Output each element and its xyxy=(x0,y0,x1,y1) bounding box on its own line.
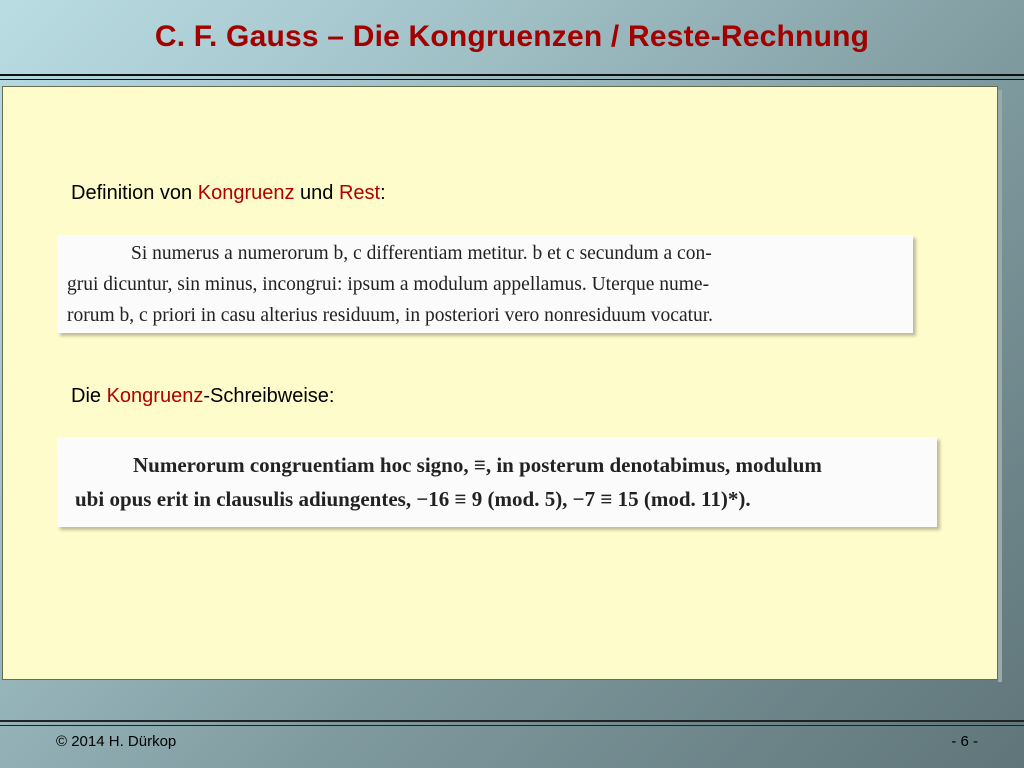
notation-heading-prefix: Die xyxy=(71,385,107,407)
latin-definition-line-1: Si numerus a numerorum b, c differentiam metitur. b et c secundum a con- xyxy=(131,243,712,264)
definition-heading-suffix: : xyxy=(380,182,386,204)
definition-heading-middle: und xyxy=(294,182,339,204)
title-divider-bottom xyxy=(0,79,1024,80)
footer-copyright: © 2014 H. Dürkop xyxy=(56,733,177,750)
title-divider-top xyxy=(0,74,1024,76)
content-panel xyxy=(2,86,998,680)
latin-notation-excerpt xyxy=(57,437,937,527)
latin-definition-excerpt xyxy=(57,235,913,333)
latin-notation-line-2: ubi opus erit in clausulis adiungentes, −16 ≡ 9 (mod. 5), −7 ≡ 15 (mod. 11)*). xyxy=(75,487,751,511)
term-kongruenz: Kongruenz xyxy=(197,182,295,204)
content-panel-shadow xyxy=(998,90,1002,682)
notation-heading xyxy=(71,385,335,408)
latin-notation-line-1: Numerorum congruentiam hoc signo, ≡, in posterum denotabimus, modulum xyxy=(133,453,822,477)
term-kongruenz-notation: Kongruenz xyxy=(106,385,204,407)
definition-heading xyxy=(71,182,386,205)
slide-title: C. F. Gauss – Die Kongruenzen / Reste-Rechnung xyxy=(154,20,870,53)
footer-divider-bottom xyxy=(0,725,1024,726)
footer-page-number: - 6 - xyxy=(951,733,978,750)
term-rest: Rest xyxy=(338,182,381,204)
footer-divider-top xyxy=(0,720,1024,722)
notation-heading-suffix: -Schreibweise: xyxy=(203,385,335,407)
latin-definition-line-2: grui dicuntur, sin minus, incongrui: ipsum a modulum appellamus. Uterque nume- xyxy=(67,274,710,295)
definition-heading-prefix: Definition von xyxy=(71,182,198,204)
latin-definition-line-3: rorum b, c priori in casu alterius residuum, in posteriori vero nonresiduum vocatur. xyxy=(67,305,714,326)
